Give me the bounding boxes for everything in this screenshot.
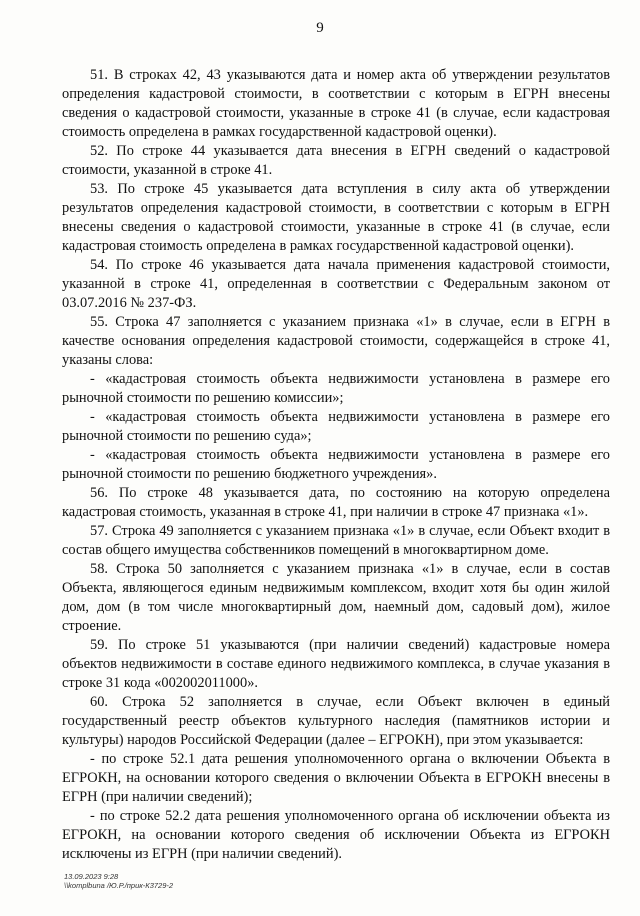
paragraph: 57. Строка 49 заполняется с указанием признака «1» в случае, если Объект входит в состав общего имущества собственников помещений в многоквартирном доме. (62, 523, 610, 558)
paragraph: 52. По строке 44 указывается дата внесения в ЕГРН сведений о кадастровой стоимости, указанной в строке 41. (62, 143, 610, 178)
list-item: - по строке 52.1 дата решения уполномоченного органа о включении Объекта в ЕГРОКН, на основании которого сведения о включении Объекта в ЕГРОКН внесены в ЕГРН (при наличии сведений); (62, 751, 610, 805)
list-item: - «кадастровая стоимость объекта недвижимости установлена в размере его рыночной стоимости по решению бюджетного учреждения». (62, 447, 610, 482)
paragraph: 53. По строке 45 указывается дата вступления в силу акта об утверждении результатов определения кадастровой стоимости, в соответствии с которым в ЕГРН внесены сведения о кадастровой стоимости, указанные в строке 41 (в случае, если кадастровая стоимость определена в рамках государственной кадастровой оценки). (62, 181, 610, 254)
list-item: - «кадастровая стоимость объекта недвижимости установлена в размере его рыночной стоимости по решению суда»; (62, 409, 610, 444)
paragraph: 58. Строка 50 заполняется с указанием признака «1» в случае, если в состав Объекта, являющегося единым недвижимым комплексом, входит хотя бы один жилой дом, дом (в том числе многоквартирный дом, наемный дом, садовый дом), жилое строение. (62, 561, 610, 634)
paragraph: 56. По строке 48 указывается дата, по состоянию на которую определена кадастровая стоимость, указанная в строке 41, при наличии в строке 47 признака «1». (62, 485, 610, 520)
paragraph: 59. По строке 51 указываются (при наличии сведений) кадастровые номера объектов недвижимости в составе единого недвижимого комплекса, в случае указания в строке 31 кода «002002011000». (62, 637, 610, 691)
list-item: - по строке 52.2 дата решения уполномоченного органа об исключении объекта из ЕГРОКН, на основании которого сведения об исключении Объекта из ЕГРОКН исключены из ЕГРН (при наличии сведений). (62, 808, 610, 862)
document-body (62, 66, 610, 864)
footer-timestamp: 13.09.2023 9:28 (64, 872, 119, 881)
paragraph: 54. По строке 46 указывается дата начала применения кадастровой стоимости, указанной в строке 41, определенная в соответствии с Федеральным законом от 03.07.2016 № 237-ФЗ. (62, 257, 610, 311)
paragraph: 51. В строках 42, 43 указываются дата и номер акта об утверждении результатов определения кадастровой стоимости, в соответствии с которым в ЕГРН внесены сведения о кадастровой стоимости, указанные в строке 41 (в случае, если кадастровая стоимость определена в рамках государственной кадастровой оценки). (62, 67, 610, 140)
footer-file-path: \\komplbuna /Ю.Р./прик-К3729-2 (64, 881, 174, 890)
page-number: 9 (316, 20, 324, 36)
paragraph: 60. Строка 52 заполняется в случае, если Объект включен в единый государственный реестр объектов культурного наследия (памятников истории и культуры) народов Российской Федерации (далее – ЕГРОКН), при этом указывается: (62, 694, 610, 748)
list-item: - «кадастровая стоимость объекта недвижимости установлена в размере его рыночной стоимости по решению комиссии»; (62, 371, 610, 406)
paragraph: 55. Строка 47 заполняется с указанием признака «1» в случае, если в ЕГРН в качестве основания определения кадастровой стоимости, содержащейся в строке 41, указаны слова: (62, 314, 610, 368)
document-footer (64, 872, 173, 890)
